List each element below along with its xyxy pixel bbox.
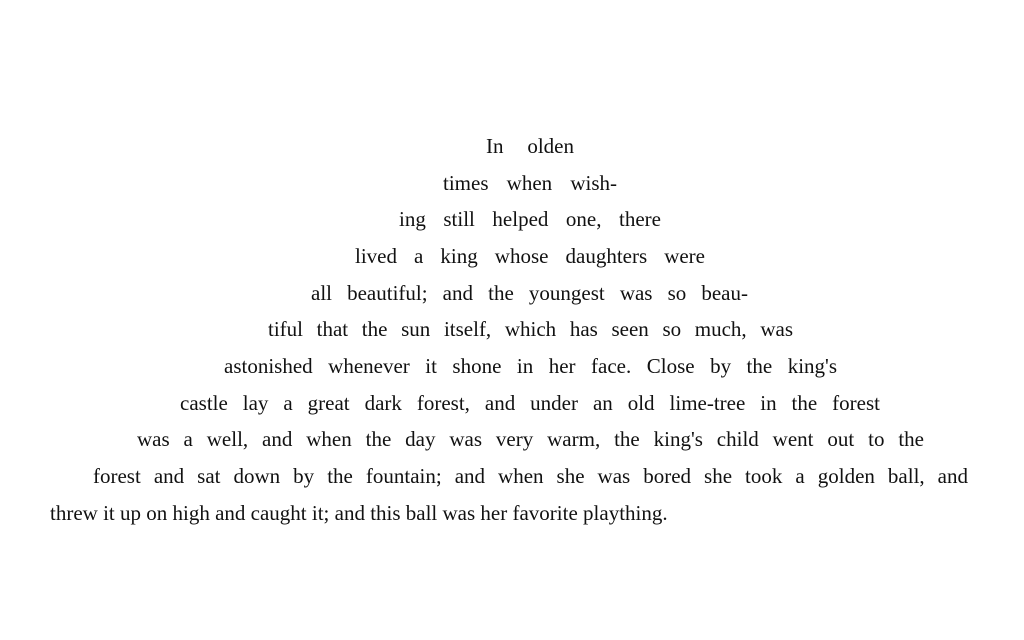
text-line-6: tiful that the sun itself, which has seen so much, was [268, 317, 793, 341]
text-line-10: forest and sat down by the fountain; and when she was bored she took a golden ball, and [93, 464, 968, 488]
text-line-8: castle lay a great dark forest, and under an old lime-tree in the forest [180, 391, 880, 415]
text-line-11: threw it up on high and caught it; and this ball was her favorite plaything. [50, 501, 668, 525]
text-line-5: all beautiful; and the youngest was so beau- [311, 281, 748, 305]
text-line-1: In olden [486, 134, 574, 158]
text-line-3: ing still helped one, there [399, 207, 661, 231]
text-line-7: astonished whenever it shone in her face. Close by the king's [224, 354, 837, 378]
text-line-2: times when wish- [443, 171, 617, 195]
text-line-9: was a well, and when the day was very warm, the king's child went out to the [137, 427, 924, 451]
text-line-4: lived a king whose daughters were [355, 244, 705, 268]
